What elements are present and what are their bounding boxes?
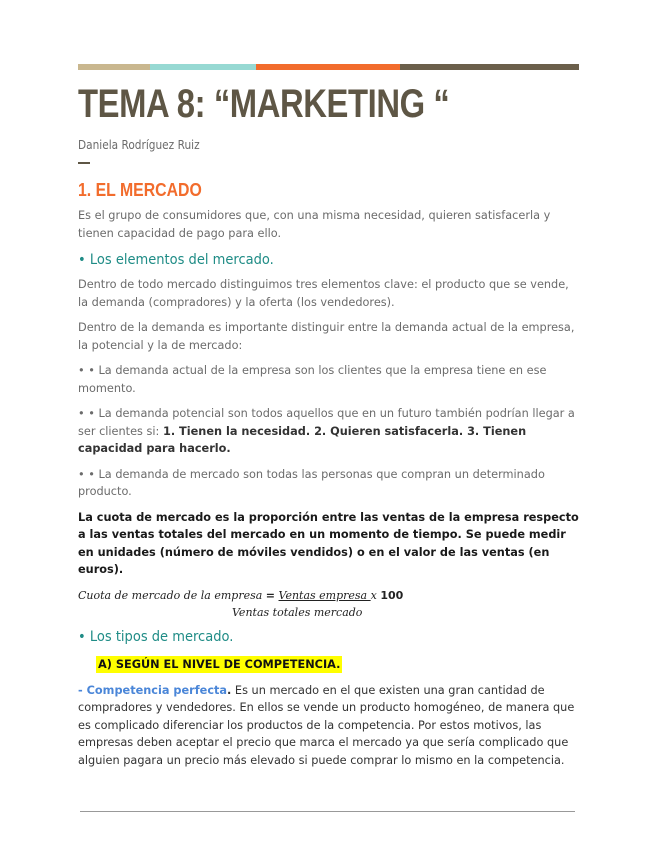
author-name: Daniela Rodríguez Ruiz xyxy=(78,138,200,152)
formula-denominator: Ventas totales mercado xyxy=(232,605,363,619)
subsection-heading-tipos: • Los tipos de mercado. xyxy=(78,628,234,645)
cuota-formula xyxy=(78,589,580,602)
bullet-text: • • La demanda potencial son todos aquellos que en un futuro también podrían llegar a ser clientes si: xyxy=(78,407,575,438)
formula-hundred: 100 xyxy=(380,588,404,602)
bar-segment-brown xyxy=(400,64,579,70)
document-page xyxy=(78,80,580,777)
bar-segment-orange xyxy=(256,64,400,70)
decorative-color-bar xyxy=(78,64,579,70)
cuota-definition: La cuota de mercado es la proporción entre las ventas de la empresa respecto a las ventas totales del mercado en un momento de tiempo. Se puede medir en unidades (número de móviles vendidos) o en el valor de las ventas (en euros). xyxy=(78,510,579,576)
term-period: . xyxy=(227,683,232,697)
competencia-text: Es un mercado en el que existen una gran cantidad de compradores y vendedores. En ellos se vende un producto homogéneo, de manera que es complicado diferenciar los productos de la competencia. Por estos motivos, las empresas deben aceptar el precio que marca el mercado ya que sería complicado que alguien pagara un precio más elevado si puede comprar lo mismo en la competencia. xyxy=(78,683,575,767)
bullet-demanda-actual: • • La demanda actual de la empresa son los clientes que la empresa tiene en ese momento. xyxy=(78,364,547,395)
paragraph-demanda: Dentro de la demanda es importante distinguir entre la demanda actual de la empresa, la potencial y la de mercado: xyxy=(78,321,575,352)
highlight-heading-wrap xyxy=(96,653,580,672)
subsection-heading-elementos: • Los elementos del mercado. xyxy=(78,252,274,268)
section-intro: Es el grupo de consumidores que, con una misma necesidad, quieren satisfacerla y tienen capacidad de pago para ello. xyxy=(78,209,551,240)
bar-segment-tan xyxy=(78,64,150,70)
bullet-demanda-mercado: • • La demanda de mercado son todas las personas que compran un determinado producto. xyxy=(78,467,545,498)
highlighted-heading: A) SEGÚN EL NIVEL DE COMPETENCIA. xyxy=(98,657,341,671)
formula-numerator: Ventas empresa xyxy=(278,588,371,602)
paragraph-competencia-perfecta xyxy=(78,682,580,770)
formula-times: x xyxy=(370,588,381,602)
term-competencia-perfecta: - Competencia perfecta xyxy=(78,683,228,697)
title-divider xyxy=(78,162,90,164)
page-title: TEMA 8: “MARKETING “ xyxy=(78,82,450,126)
footer-divider xyxy=(80,811,575,812)
paragraph-elementos: Dentro de todo mercado distinguimos tres elementos clave: el producto que se vende, la demanda (compradores) y la oferta (los vendedores). xyxy=(78,278,569,309)
formula-label: Cuota de mercado de la empresa xyxy=(78,588,266,602)
bar-segment-teal xyxy=(150,64,256,70)
bullet-bold-text: 1. Tienen la necesidad. 2. Quieren satisfacerla. 3. Tienen capacidad para hacerlo. xyxy=(78,424,527,455)
formula-equals: = xyxy=(265,588,276,602)
bullet-demanda-potencial xyxy=(78,405,580,458)
section-heading-mercado: 1. EL MERCADO xyxy=(78,180,202,200)
